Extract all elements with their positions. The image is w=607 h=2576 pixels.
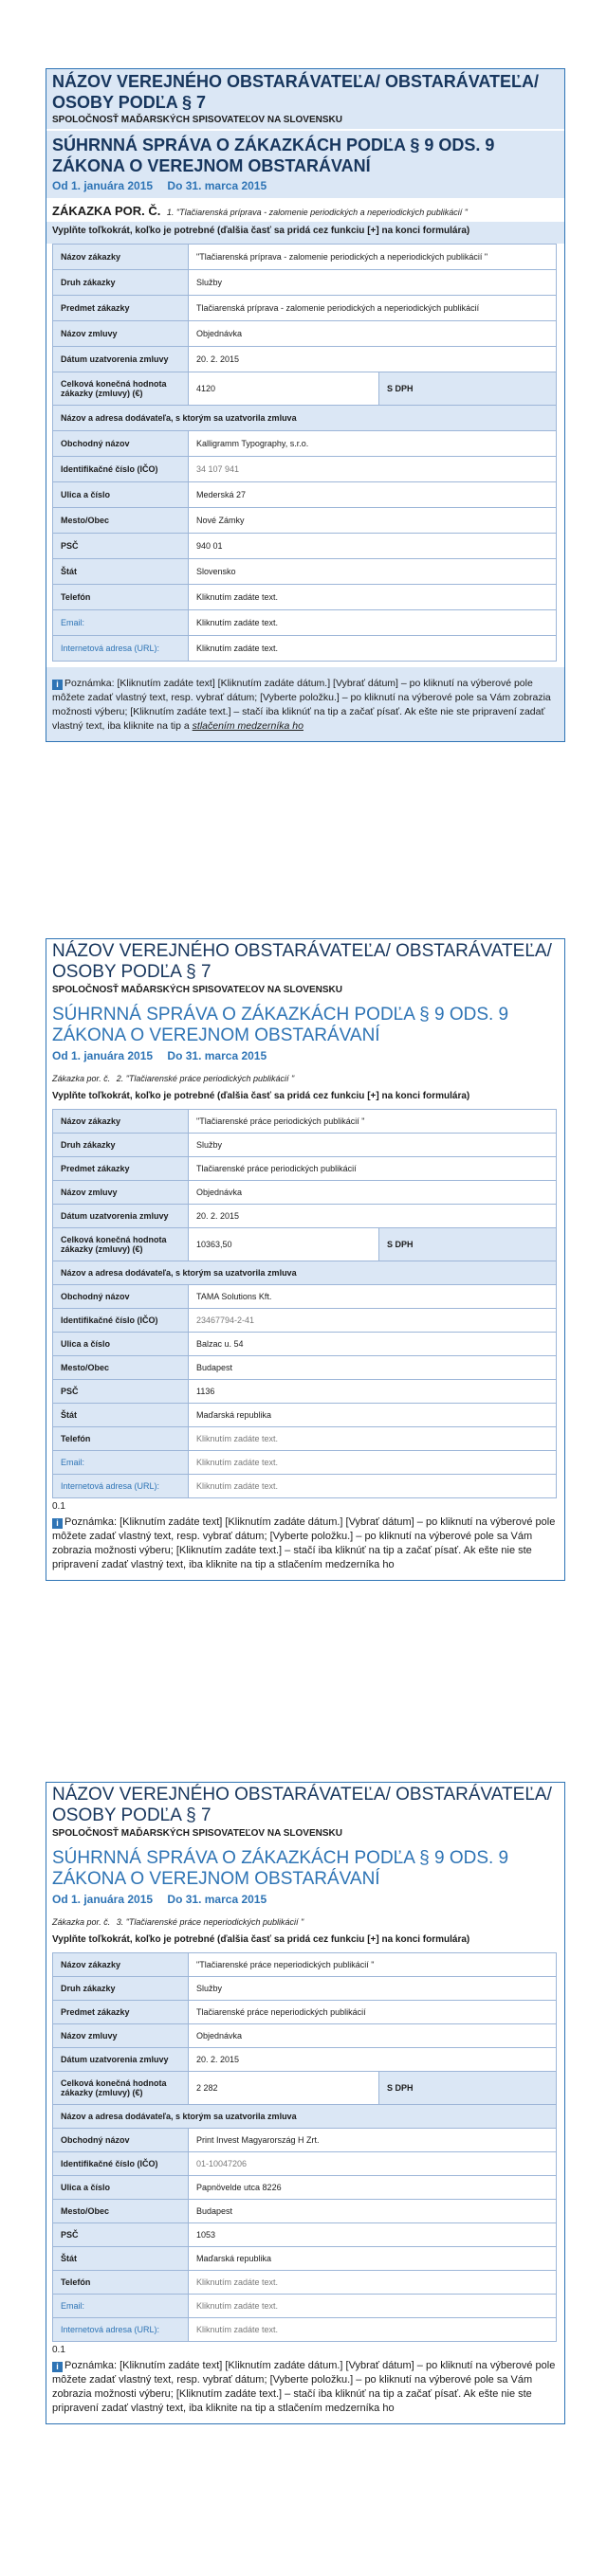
label-ulica: Ulica a číslo xyxy=(53,1333,189,1356)
zakazka-heading xyxy=(46,198,564,222)
field-mesto[interactable]: Budapest xyxy=(189,1356,557,1380)
label-ico: Identifikačné číslo (IČO) xyxy=(53,457,189,482)
info-icon: i xyxy=(52,1518,63,1529)
label-nazov-zmluvy: Názov zmluvy xyxy=(53,1181,189,1205)
report-subtitle: SÚHRNNÁ SPRÁVA O ZÁKAZKÁCH PODĽA § 9 ODS. 9 ZÁKONA O VEREJNOM OBSTARÁVANÍ xyxy=(52,1848,509,1889)
table-row xyxy=(53,1228,557,1261)
label-druh-zakazky: Druh zákazky xyxy=(53,1134,189,1157)
table-row xyxy=(53,321,557,347)
label-druh-zakazky: Druh zákazky xyxy=(53,270,189,296)
period-to: Do 31. marca 2015 xyxy=(167,1893,267,1906)
label-telefon: Telefón xyxy=(53,1427,189,1451)
label-hodnota: Celková konečná hodnota zákazky (zmluvy) (€) xyxy=(53,1228,189,1261)
page-title: NÁZOV VEREJNÉHO OBSTARÁVATEĽA/ OBSTARÁVATEĽA/ OSOBY PODĽA § 7 xyxy=(52,941,552,982)
label-druh-zakazky: Druh zákazky xyxy=(53,1977,189,2001)
table-row xyxy=(53,508,557,534)
table-row xyxy=(53,559,557,585)
note-text: Poznámka: [Kliknutím zadáte text] [Kliknutím zadáte dátum.] [Vybrať dátum] – po kliknutí na výberové pole môžete zadať vlastný text, resp. vybrať dátum; [Vyberte položku.] – po kliknutí na výberové pole sa Vám zobrazia možnosti výberu; [Kliknutím zadáte text.] – stačí iba kliknúť na tip a začať písať. Ak ešte nie ste pripravení zadať vlastný text, iba kliknite na tip a stlačením medzerníka ho xyxy=(52,1516,556,1570)
label-web: Internetová adresa (URL): xyxy=(53,2318,189,2342)
reporting-period xyxy=(46,176,564,198)
field-predmet-zakazky[interactable]: Tlačiarenské práce neperiodických publikácií xyxy=(189,2001,557,2024)
label-nazov-zakazky: Názov zákazky xyxy=(53,245,189,270)
contract-table xyxy=(52,244,557,662)
note-paragraph xyxy=(46,2355,564,2423)
organization-name: SPOLOČNOSŤ MAĎARSKÝCH SPISOVATEĽOV NA SLOVENSKU xyxy=(52,115,342,125)
field-email[interactable]: Kliknutím zadáte text. xyxy=(189,2295,557,2318)
field-datum[interactable]: 20. 2. 2015 xyxy=(189,347,557,372)
field-ulica[interactable]: Papnövelde utca 8226 xyxy=(189,2176,557,2200)
zakazka-title: 1. "Tlačiarenská príprava - zalomenie periodických a neperiodických publikácií " xyxy=(166,208,468,217)
header-banner xyxy=(46,939,564,999)
report-subtitle: SÚHRNNÁ SPRÁVA O ZÁKAZKÁCH PODĽA § 9 ODS. 9 ZÁKONA O VEREJNOM OBSTARÁVANÍ xyxy=(46,131,564,176)
field-ico[interactable]: 01-10047206 xyxy=(189,2152,557,2176)
label-obchodny-nazov: Obchodný názov xyxy=(53,2129,189,2152)
zakazka-label: Zákazka por. č. xyxy=(52,1074,111,1083)
field-email[interactable]: Kliknutím zadáte text. xyxy=(189,610,557,636)
field-hodnota[interactable]: 10363,50 xyxy=(189,1228,379,1261)
label-ico: Identifikačné číslo (IČO) xyxy=(53,2152,189,2176)
table-row xyxy=(53,406,557,431)
period-from: Od 1. januára 2015 xyxy=(52,179,154,192)
table-row xyxy=(53,2176,557,2200)
note-paragraph xyxy=(46,673,564,741)
instruction-text: Vyplňte toľkokrát, koľko je potrebné (ďalšia časť sa pridá cez funkciu [+] na konci formulára) xyxy=(52,1934,470,1945)
period-to: Do 31. marca 2015 xyxy=(167,1049,267,1062)
table-row xyxy=(53,2024,557,2048)
table-row xyxy=(53,1356,557,1380)
label-email: Email: xyxy=(53,610,189,636)
field-nazov-zakazky[interactable]: "Tlačiarenské práce periodických publikácií " xyxy=(189,1110,557,1134)
note-text-end: stlačením medzerníka ho xyxy=(192,720,304,732)
label-dph: S DPH xyxy=(379,2072,557,2105)
form-page-1 xyxy=(46,68,565,742)
label-web: Internetová adresa (URL): xyxy=(53,636,189,662)
zakazka-heading xyxy=(46,1068,564,1087)
table-row xyxy=(53,1333,557,1356)
zakazka-title: 3. "Tlačiarenské práce neperiodických publikácií " xyxy=(116,1917,304,1927)
table-row xyxy=(53,1475,557,1498)
info-icon: i xyxy=(52,680,63,690)
organization-name: SPOLOČNOSŤ MAĎARSKÝCH SPISOVATEĽOV NA SLOVENSKU xyxy=(52,1828,342,1839)
label-datum: Dátum uzatvorenia zmluvy xyxy=(53,1205,189,1228)
instruction-text: Vyplňte toľkokrát, koľko je potrebné (ďalšia časť sa pridá cez funkciu [+] na konci formulára) xyxy=(52,1091,470,1101)
page-title: NÁZOV VEREJNÉHO OBSTARÁVATEĽA/ OBSTARÁVATEĽA/ OSOBY PODĽA § 7 xyxy=(52,1785,552,1825)
table-row xyxy=(53,534,557,559)
table-row xyxy=(53,1110,557,1134)
field-nazov-zakazky[interactable]: "Tlačiarenské práce neperiodických publikácií " xyxy=(189,1953,557,1977)
report-subtitle: SÚHRNNÁ SPRÁVA O ZÁKAZKÁCH PODĽA § 9 ODS. 9 ZÁKONA O VEREJNOM OBSTARÁVANÍ xyxy=(52,1005,509,1045)
table-row xyxy=(53,1451,557,1475)
label-mesto: Mesto/Obec xyxy=(53,1356,189,1380)
table-row xyxy=(53,1953,557,1977)
table-row xyxy=(53,482,557,508)
zakazka-label: ZÁKAZKA POR. Č. xyxy=(52,204,161,218)
field-web[interactable]: Kliknutím zadáte text. xyxy=(189,2318,557,2342)
label-nazov-zakazky: Názov zákazky xyxy=(53,1110,189,1134)
label-nazov-zmluvy: Názov zmluvy xyxy=(53,321,189,347)
section-number: 0.1 xyxy=(52,2345,65,2355)
table-row xyxy=(53,1134,557,1157)
note-text: Poznámka: [Kliknutím zadáte text] [Kliknutím zadáte dátum.] [Vybrať dátum] – po kliknutí na výberové pole môžete zadať vlastný text, resp. vybrať dátum; [Vyberte položku.] – po kliknutí na výberové pole sa Vám zobrazia možnosti výberu; [Kliknutím zadáte text.] – stačí iba kliknúť na tip a začať písať. Ak ešte nie ste pripravení zadať vlastný text, iba kliknite na tip a stlačením medzerníka ho xyxy=(52,2360,556,2414)
field-mesto[interactable]: Budapest xyxy=(189,2200,557,2223)
label-hodnota: Celková konečná hodnota zákazky (zmluvy) (€) xyxy=(53,2072,189,2105)
field-psc[interactable]: 1136 xyxy=(189,1380,557,1404)
reporting-period xyxy=(46,1046,564,1068)
label-dph: S DPH xyxy=(379,1228,557,1261)
field-nazov-zmluvy[interactable]: Objednávka xyxy=(189,2024,557,2048)
table-row xyxy=(53,1205,557,1228)
table-row xyxy=(53,2271,557,2295)
table-row xyxy=(53,1181,557,1205)
field-psc[interactable]: 1053 xyxy=(189,2223,557,2247)
table-row xyxy=(53,2152,557,2176)
field-email[interactable]: Kliknutím zadáte text. xyxy=(189,1451,557,1475)
field-druh-zakazky[interactable]: Služby xyxy=(189,1977,557,2001)
table-row xyxy=(53,2129,557,2152)
table-row xyxy=(53,610,557,636)
field-nazov-zmluvy[interactable]: Objednávka xyxy=(189,1181,557,1205)
table-row xyxy=(53,2318,557,2342)
table-row xyxy=(53,1977,557,2001)
field-druh-zakazky[interactable]: Služby xyxy=(189,1134,557,1157)
label-psc: PSČ xyxy=(53,534,189,559)
instruction-text: Vyplňte toľkokrát, koľko je potrebné (ďalšia časť sa pridá cez funkciu [+] na konci formulára) xyxy=(46,222,564,244)
label-nazov-zakazky: Názov zákazky xyxy=(53,1953,189,1977)
field-datum[interactable]: 20. 2. 2015 xyxy=(189,2048,557,2072)
label-obchodny-nazov: Obchodný názov xyxy=(53,431,189,457)
label-hodnota: Celková konečná hodnota zákazky (zmluvy) (€) xyxy=(53,372,189,406)
table-row xyxy=(53,2048,557,2072)
page-title: NÁZOV VEREJNÉHO OBSTARÁVATEĽA/ OBSTARÁVATEĽA/ OSOBY PODĽA § 7 xyxy=(52,72,540,112)
label-obchodny-nazov: Obchodný názov xyxy=(53,1285,189,1309)
label-predmet-zakazky: Predmet zákazky xyxy=(53,1157,189,1181)
zakazka-title: 2. "Tlačiarenské práce periodických publikácií " xyxy=(116,1074,295,1083)
contract-table xyxy=(52,1109,557,1498)
table-row xyxy=(53,2105,557,2129)
field-telefon[interactable]: Kliknutím zadáte text. xyxy=(189,585,557,610)
label-predmet-zakazky: Predmet zákazky xyxy=(53,2001,189,2024)
field-hodnota[interactable]: 4120 xyxy=(189,372,379,406)
label-mesto: Mesto/Obec xyxy=(53,2200,189,2223)
field-mesto[interactable]: Nové Zámky xyxy=(189,508,557,534)
table-row xyxy=(53,457,557,482)
header-banner xyxy=(46,1783,564,1842)
label-predmet-zakazky: Predmet zákazky xyxy=(53,296,189,321)
label-ico: Identifikačné číslo (IČO) xyxy=(53,1309,189,1333)
supplier-section-header: Názov a adresa dodávateľa, s ktorým sa uzatvorila zmluva xyxy=(53,1261,557,1285)
form-page-3 xyxy=(46,1782,565,2424)
field-hodnota[interactable]: 2 282 xyxy=(189,2072,379,2105)
table-row xyxy=(53,2223,557,2247)
field-nazov-zakazky[interactable]: "Tlačiarenská príprava - zalomenie periodických a neperiodických publikácií " xyxy=(189,245,557,270)
field-stat[interactable]: Slovensko xyxy=(189,559,557,585)
field-web[interactable]: Kliknutím zadáte text. xyxy=(189,1475,557,1498)
field-stat[interactable]: Maďarská republika xyxy=(189,1404,557,1427)
field-predmet-zakazky[interactable]: Tlačiarenská príprava - zalomenie periodických a neperiodických publikácií xyxy=(189,296,557,321)
table-row xyxy=(53,431,557,457)
field-druh-zakazky[interactable]: Služby xyxy=(189,270,557,296)
table-row xyxy=(53,1309,557,1333)
table-row xyxy=(53,347,557,372)
organization-name: SPOLOČNOSŤ MAĎARSKÝCH SPISOVATEĽOV NA SLOVENSKU xyxy=(52,985,342,995)
period-to: Do 31. marca 2015 xyxy=(167,179,267,192)
table-row xyxy=(53,1380,557,1404)
period-from: Od 1. januára 2015 xyxy=(52,1893,154,1906)
reporting-period xyxy=(46,1890,564,1912)
label-ulica: Ulica a číslo xyxy=(53,2176,189,2200)
table-row xyxy=(53,2072,557,2105)
field-ico[interactable]: 34 107 941 xyxy=(189,457,557,482)
label-stat: Štát xyxy=(53,2247,189,2271)
zakazka-heading xyxy=(46,1912,564,1931)
table-row xyxy=(53,2247,557,2271)
section-number: 0.1 xyxy=(52,1501,65,1512)
table-row xyxy=(53,585,557,610)
label-datum: Dátum uzatvorenia zmluvy xyxy=(53,347,189,372)
note-paragraph xyxy=(46,1512,564,1580)
label-stat: Štát xyxy=(53,1404,189,1427)
field-predmet-zakazky[interactable]: Tlačiarenské práce periodických publikácií xyxy=(189,1157,557,1181)
form-page-2 xyxy=(46,938,565,1581)
label-nazov-zmluvy: Názov zmluvy xyxy=(53,2024,189,2048)
field-stat[interactable]: Maďarská republika xyxy=(189,2247,557,2271)
table-row xyxy=(53,2295,557,2318)
field-psc[interactable]: 940 01 xyxy=(189,534,557,559)
supplier-section-header: Názov a adresa dodávateľa, s ktorým sa uzatvorila zmluva xyxy=(53,406,557,431)
label-telefon: Telefón xyxy=(53,2271,189,2295)
table-row xyxy=(53,1157,557,1181)
label-email: Email: xyxy=(53,2295,189,2318)
label-email: Email: xyxy=(53,1451,189,1475)
field-datum[interactable]: 20. 2. 2015 xyxy=(189,1205,557,1228)
info-icon: i xyxy=(52,2362,63,2372)
field-telefon[interactable]: Kliknutím zadáte text. xyxy=(189,1427,557,1451)
field-telefon[interactable]: Kliknutím zadáte text. xyxy=(189,2271,557,2295)
field-ulica[interactable]: Balzac u. 54 xyxy=(189,1333,557,1356)
table-row xyxy=(53,2001,557,2024)
table-row xyxy=(53,296,557,321)
table-row xyxy=(53,245,557,270)
label-ulica: Ulica a číslo xyxy=(53,482,189,508)
field-ico[interactable]: 23467794-2-41 xyxy=(189,1309,557,1333)
contract-table xyxy=(52,1952,557,2342)
period-from: Od 1. januára 2015 xyxy=(52,1049,154,1062)
label-psc: PSČ xyxy=(53,1380,189,1404)
label-web: Internetová adresa (URL): xyxy=(53,1475,189,1498)
label-mesto: Mesto/Obec xyxy=(53,508,189,534)
table-row xyxy=(53,2200,557,2223)
table-row xyxy=(53,372,557,406)
field-ulica[interactable]: Mederská 27 xyxy=(189,482,557,508)
field-obchodny-nazov[interactable]: Print Invest Magyarország H Zrt. xyxy=(189,2129,557,2152)
field-obchodny-nazov[interactable]: TAMA Solutions Kft. xyxy=(189,1285,557,1309)
note-text: Poznámka: [Kliknutím zadáte text] [Kliknutím zadáte dátum.] [Vybrať dátum] – po kliknutí na výberové pole môžete zadať vlastný text, resp. vybrať dátum; [Vyberte položku.] – po kliknutí na výberové pole sa Vám zobrazia možnosti výberu; [Kliknutím zadáte text.] – stačí iba kliknúť na tip a začať písať. Ak ešte nie ste pripravení zadať vlastný text, iba kliknite na tip a xyxy=(52,678,551,732)
table-row xyxy=(53,1285,557,1309)
table-row xyxy=(53,636,557,662)
table-row xyxy=(53,1261,557,1285)
field-nazov-zmluvy[interactable]: Objednávka xyxy=(189,321,557,347)
label-telefon: Telefón xyxy=(53,585,189,610)
table-row xyxy=(53,270,557,296)
table-row xyxy=(53,1404,557,1427)
zakazka-label: Zákazka por. č. xyxy=(52,1917,111,1927)
field-obchodny-nazov[interactable]: Kalligramm Typography, s.r.o. xyxy=(189,431,557,457)
field-web[interactable]: Kliknutím zadáte text. xyxy=(189,636,557,662)
supplier-section-header: Názov a adresa dodávateľa, s ktorým sa uzatvorila zmluva xyxy=(53,2105,557,2129)
header-banner xyxy=(46,69,564,129)
label-datum: Dátum uzatvorenia zmluvy xyxy=(53,2048,189,2072)
table-row xyxy=(53,1427,557,1451)
label-dph: S DPH xyxy=(379,372,557,406)
label-stat: Štát xyxy=(53,559,189,585)
label-psc: PSČ xyxy=(53,2223,189,2247)
